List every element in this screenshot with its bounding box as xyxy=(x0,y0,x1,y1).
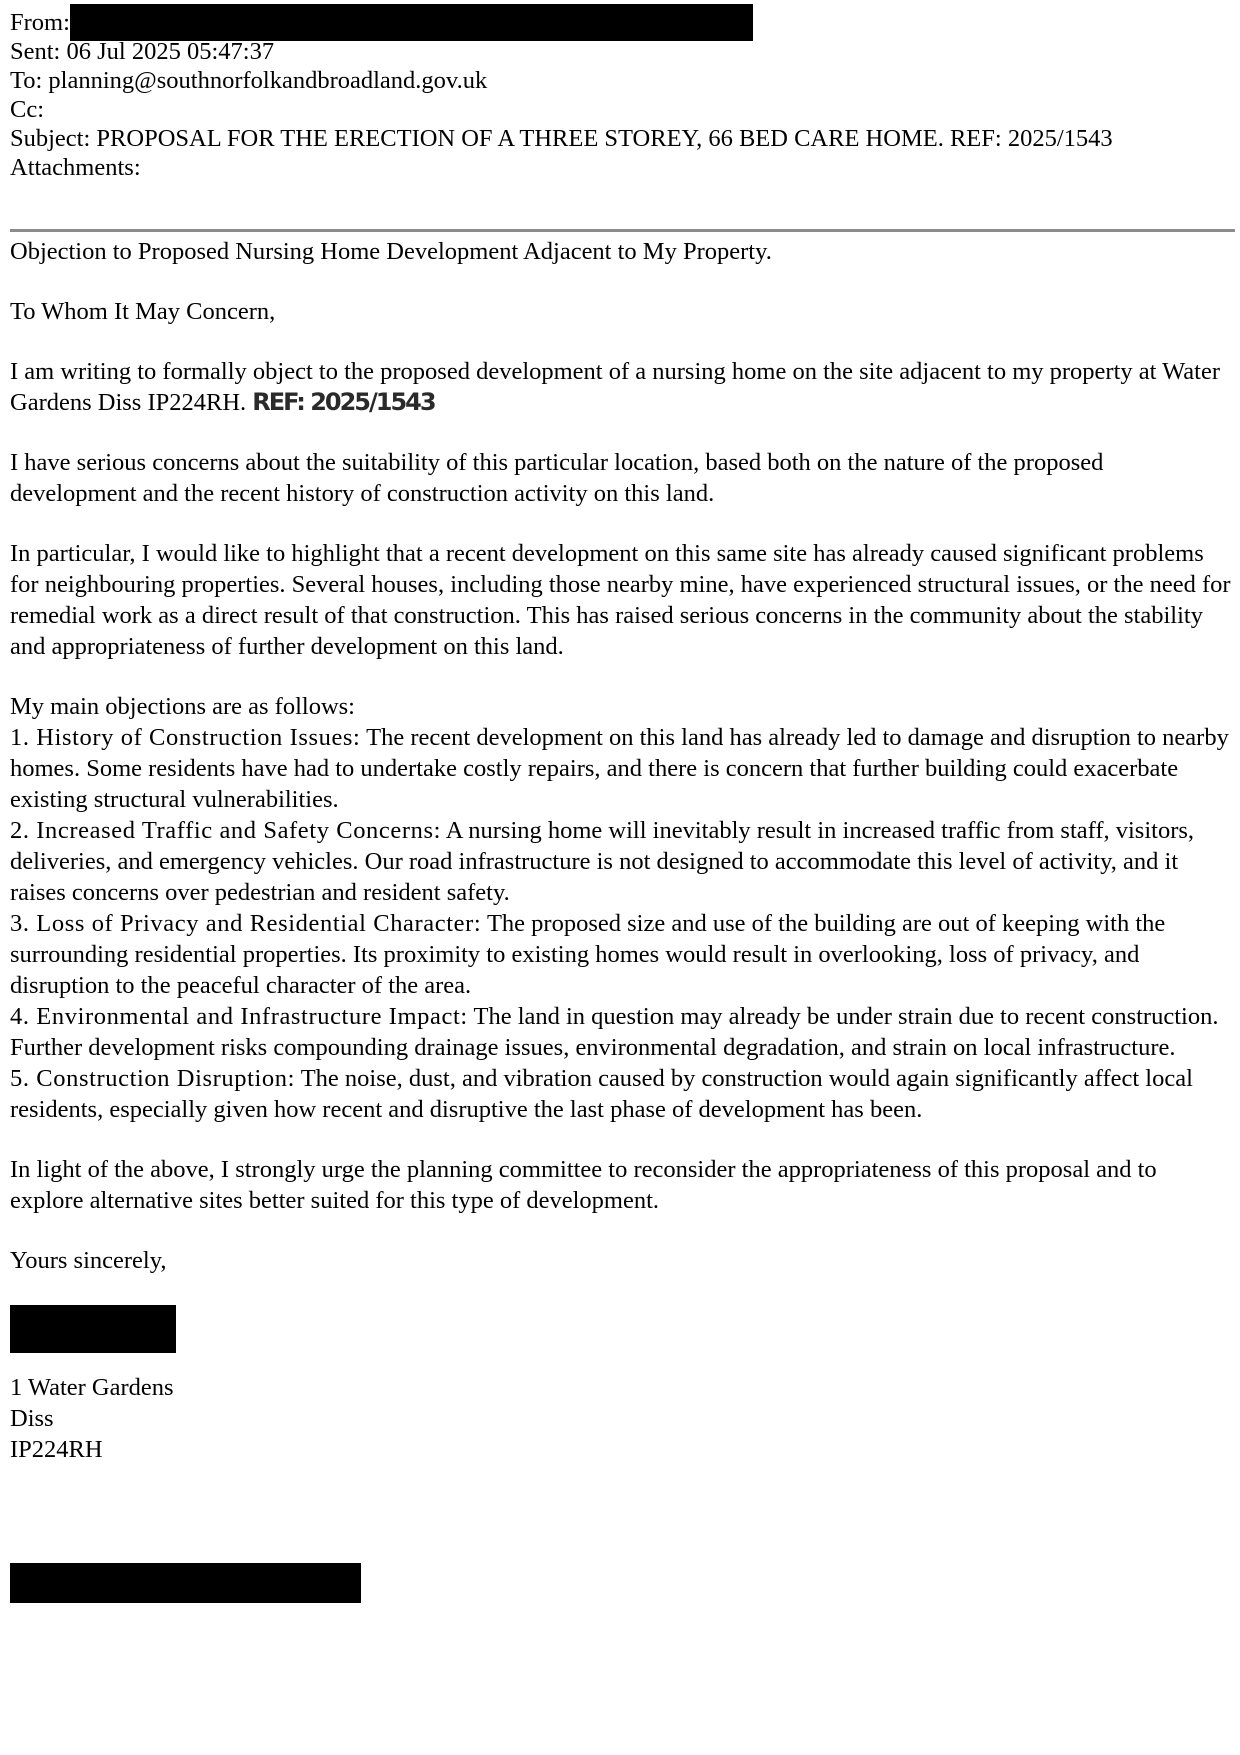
attachments-row: Attachments: xyxy=(10,154,141,181)
from-row xyxy=(10,8,1235,37)
salutation: To Whom It May Concern, xyxy=(10,298,276,325)
cc-row: Cc: xyxy=(10,96,45,123)
objection-label: 1. History of Construction Issues: xyxy=(10,724,361,751)
intro-paragraph xyxy=(10,356,1235,418)
redacted-footer xyxy=(10,1563,361,1603)
highlight-paragraph: In particular, I would like to highlight that a recent development on this same site has already caused significant problems for neighbouring properties. Several houses, including those nearby mine, have experienced structural issues, or the need for remedial work as a direct result of that construction. This has raised serious concerns in the community about the stability and appropriateness of further development on this land. xyxy=(10,540,1231,660)
address-line-street: 1 Water Gardens xyxy=(10,1374,174,1401)
subject-row: Subject: PROPOSAL FOR THE ERECTION OF A THREE STOREY, 66 BED CARE HOME. REF: 2025/1543 xyxy=(10,125,1113,152)
sender-address xyxy=(10,1372,1235,1465)
intro-text: I am writing to formally object to the proposed development of a nursing home on the site adjacent to my property at Water Gardens Diss IP224RH. xyxy=(10,358,1220,416)
objection-text: The noise, dust, and vibration caused by construction would again significantly affect local residents, especially given how recent and disruptive the last phase of development has been. xyxy=(10,1065,1193,1123)
to-row: To: planning@southnorfolkandbroadland.gov.uk xyxy=(10,67,488,94)
objection-label: 3. Loss of Privacy and Residential Character: xyxy=(10,910,482,937)
objection-text: A nursing home will inevitably result in increased traffic from staff, visitors, deliveries, and emergency vehicles. Our road infrastructure is not designed to accommodate this level of activity, and it raises concerns over pedestrian and resident safety. xyxy=(10,817,1195,906)
email-body xyxy=(10,236,1235,1465)
list-item xyxy=(10,722,1235,815)
objection-text: The recent development on this land has already led to damage and disruption to nearby homes. Some residents have had to undertake costly repairs, and there is concern that further building could exacerbate existing structural vulnerabilities. xyxy=(10,724,1229,813)
objections-list xyxy=(10,722,1235,1125)
list-item xyxy=(10,908,1235,1001)
redacted-sender xyxy=(70,4,753,41)
objection-text: The land in question may already be under strain due to recent construction. Further development risks compounding drainage issues, environmental degradation, and strain on local infrastructure. xyxy=(10,1003,1219,1061)
objection-text: The proposed size and use of the building are out of keeping with the surrounding residential properties. Its proximity to existing homes would result in overlooking, loss of privacy, and disruption to the peaceful character of the area. xyxy=(10,910,1166,999)
email-header xyxy=(10,8,1235,182)
reference-number: REF: 2025/1543 xyxy=(252,388,435,416)
list-item xyxy=(10,815,1235,908)
from-label: From: xyxy=(10,9,70,36)
header-divider xyxy=(10,229,1235,232)
address-line-town: Diss xyxy=(10,1405,54,1432)
letter-title: Objection to Proposed Nursing Home Development Adjacent to My Property. xyxy=(10,238,772,265)
list-item xyxy=(10,1063,1235,1125)
objection-label: 4. Environmental and Infrastructure Impact: xyxy=(10,1003,468,1030)
sent-row: Sent: 06 Jul 2025 05:47:37 xyxy=(10,38,275,65)
objections-intro: My main objections are as follows: xyxy=(10,693,355,720)
address-line-postcode: IP224RH xyxy=(10,1436,103,1463)
objection-label: 5. Construction Disruption: xyxy=(10,1065,296,1092)
redacted-signature xyxy=(10,1305,176,1353)
closing-paragraph: In light of the above, I strongly urge the planning committee to reconsider the appropriateness of this proposal and to explore alternative sites better suited for this type of development. xyxy=(10,1156,1157,1214)
concerns-paragraph: I have serious concerns about the suitability of this particular location, based both on the nature of the proposed development and the recent history of construction activity on this land. xyxy=(10,449,1104,507)
list-item xyxy=(10,1001,1235,1063)
signoff: Yours sincerely, xyxy=(10,1247,167,1274)
objection-label: 2. Increased Traffic and Safety Concerns: xyxy=(10,817,442,844)
